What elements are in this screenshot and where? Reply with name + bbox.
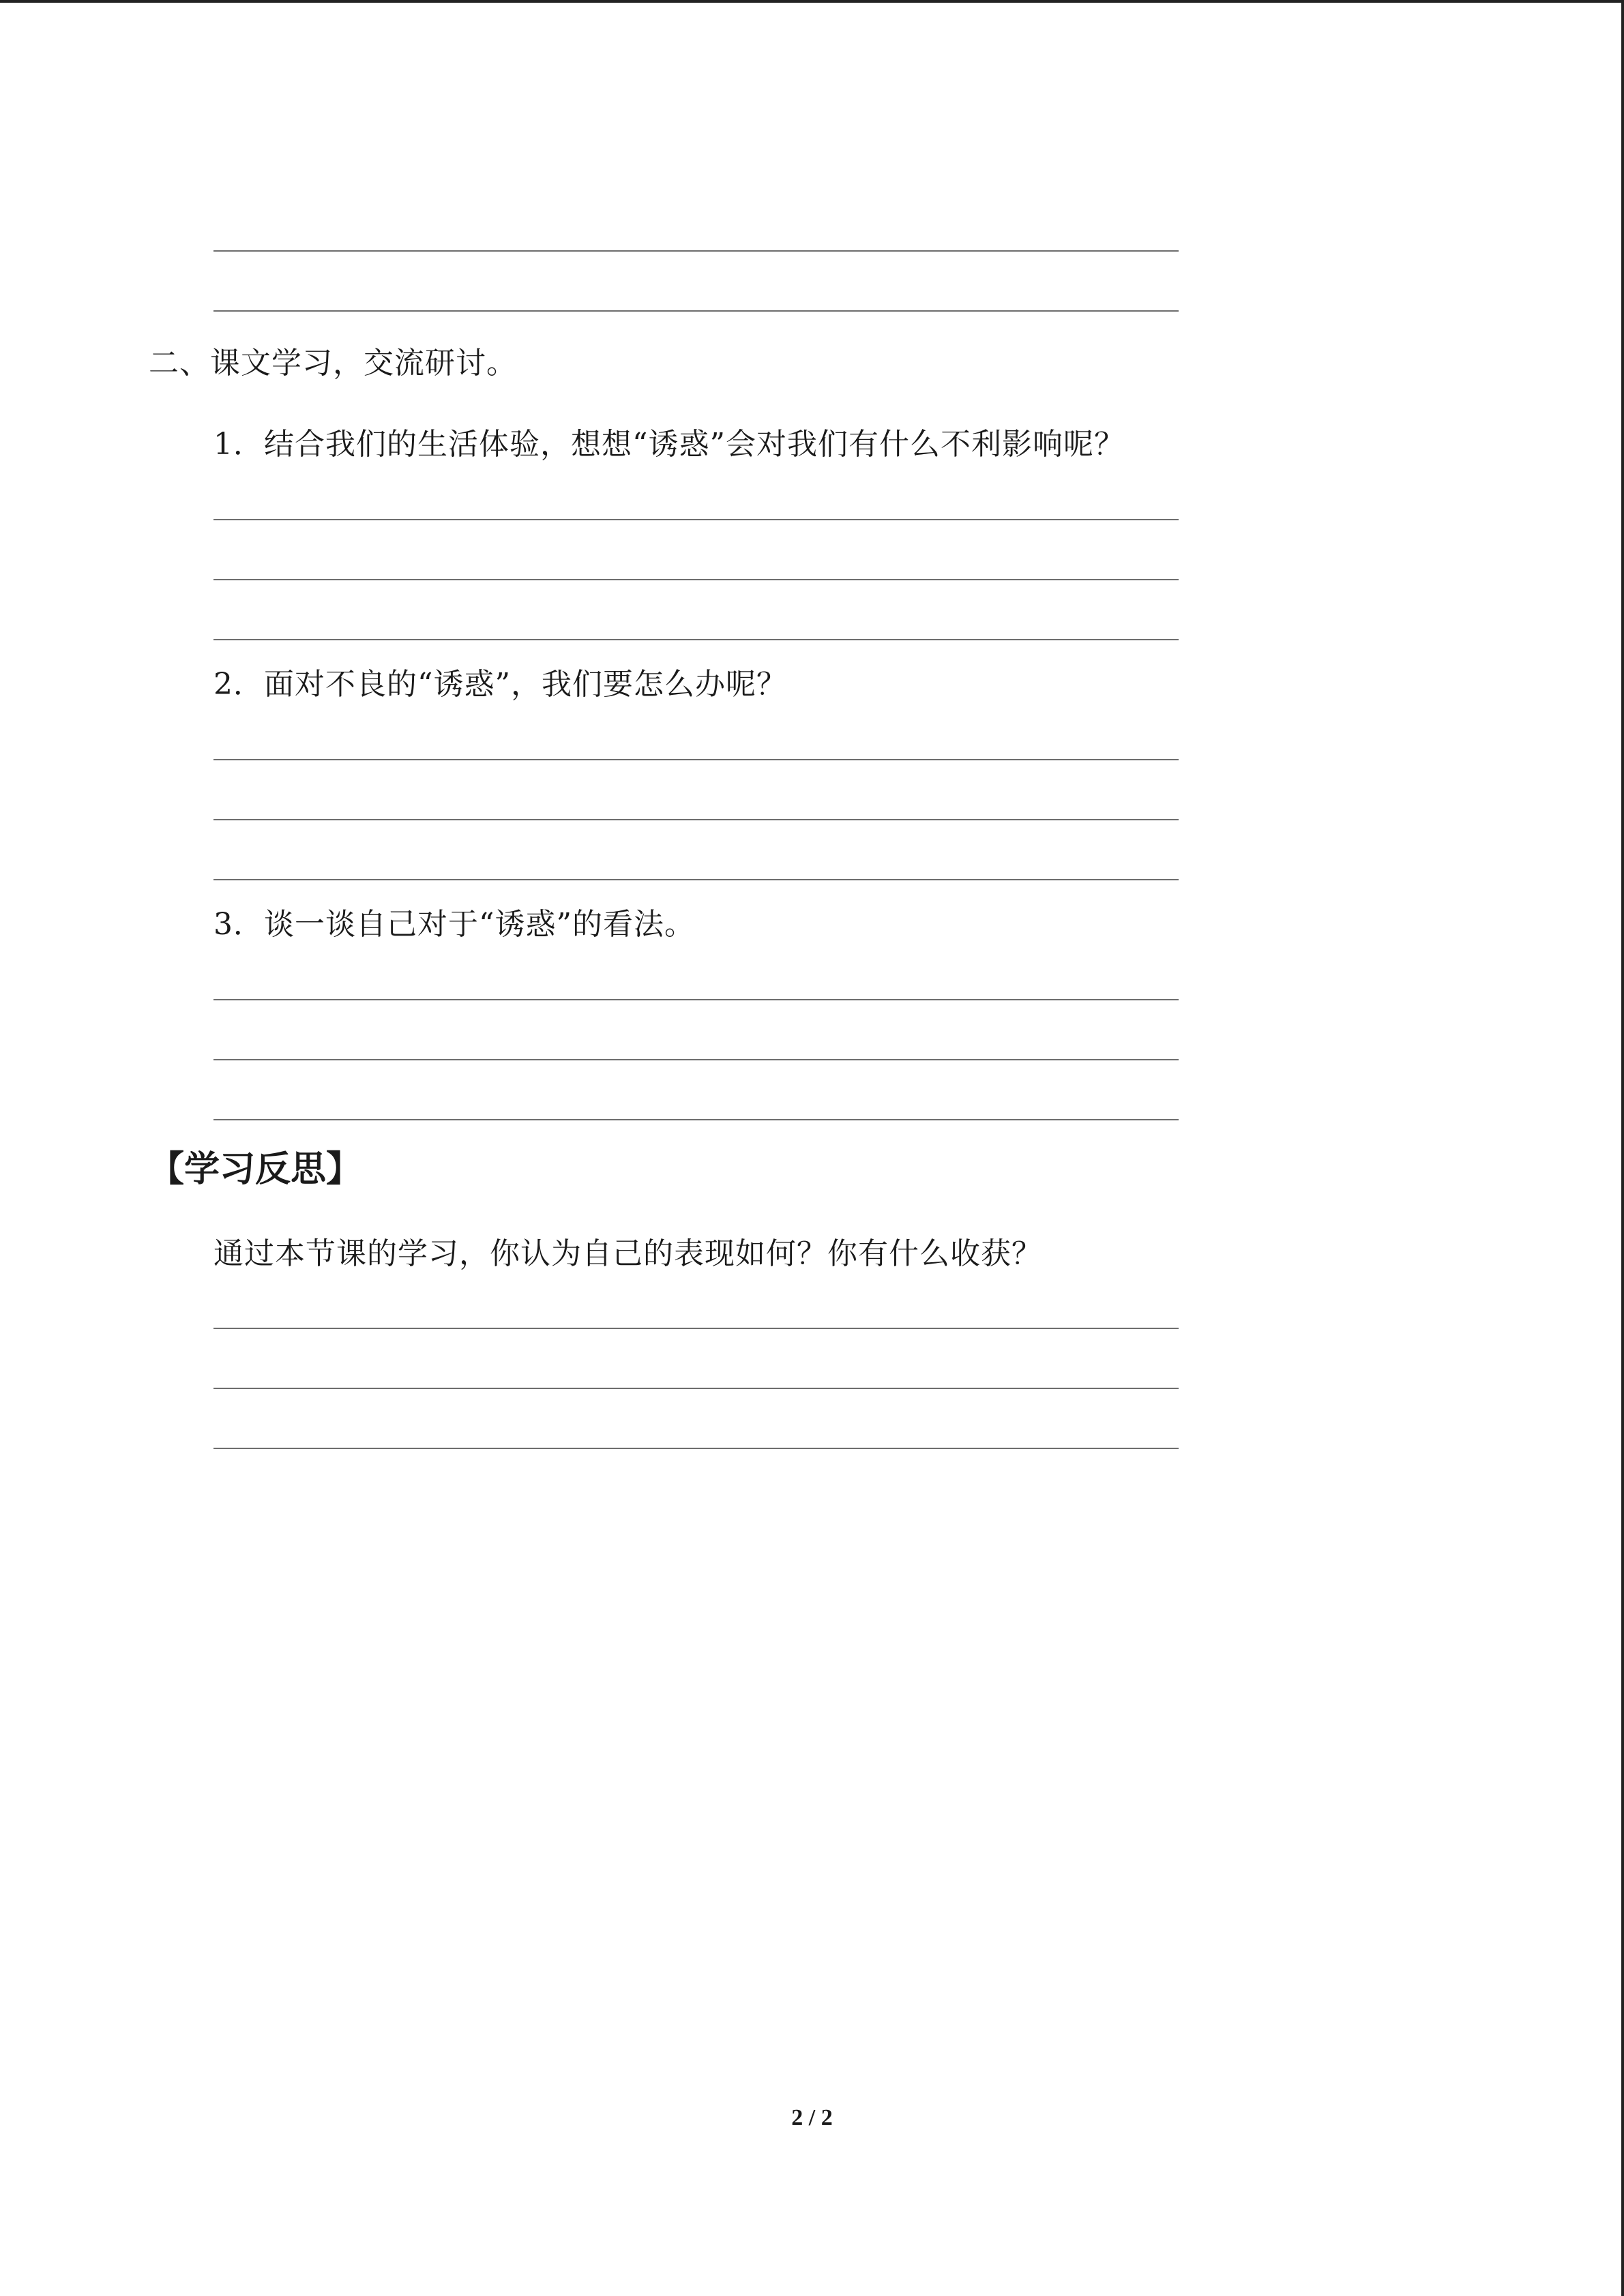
reflection-prompt: 通过本节课的学习，你认为自己的表现如何？你有什么收获？	[213, 1236, 1042, 1271]
answer-line	[213, 639, 1179, 640]
question-2: 2．面对不良的“诱惑”，我们要怎么办呢？	[213, 667, 787, 702]
answer-line	[213, 1059, 1179, 1060]
answer-line	[213, 999, 1179, 1000]
page-number: 2 / 2	[791, 2105, 833, 2130]
question-3: 3．谈一谈自己对于“诱惑”的看法。	[213, 907, 695, 942]
reflection-heading: 【学习反思】	[149, 1149, 362, 1190]
answer-line	[213, 819, 1179, 820]
answer-line	[213, 1328, 1179, 1329]
answer-line	[213, 579, 1179, 580]
answer-line	[213, 250, 1179, 252]
section-title: 二、课文学习，交流研讨。	[149, 346, 517, 381]
page-border-right	[1621, 0, 1624, 2296]
question-1: 1．结合我们的生活体验，想想“诱惑”会对我们有什么不利影响呢？	[213, 427, 1125, 462]
answer-line	[213, 310, 1179, 312]
page-border-top	[0, 0, 1624, 3]
answer-line	[213, 519, 1179, 520]
answer-line	[213, 1388, 1179, 1389]
answer-line	[213, 1448, 1179, 1449]
answer-line	[213, 879, 1179, 880]
answer-line	[213, 1119, 1179, 1120]
answer-line	[213, 759, 1179, 760]
